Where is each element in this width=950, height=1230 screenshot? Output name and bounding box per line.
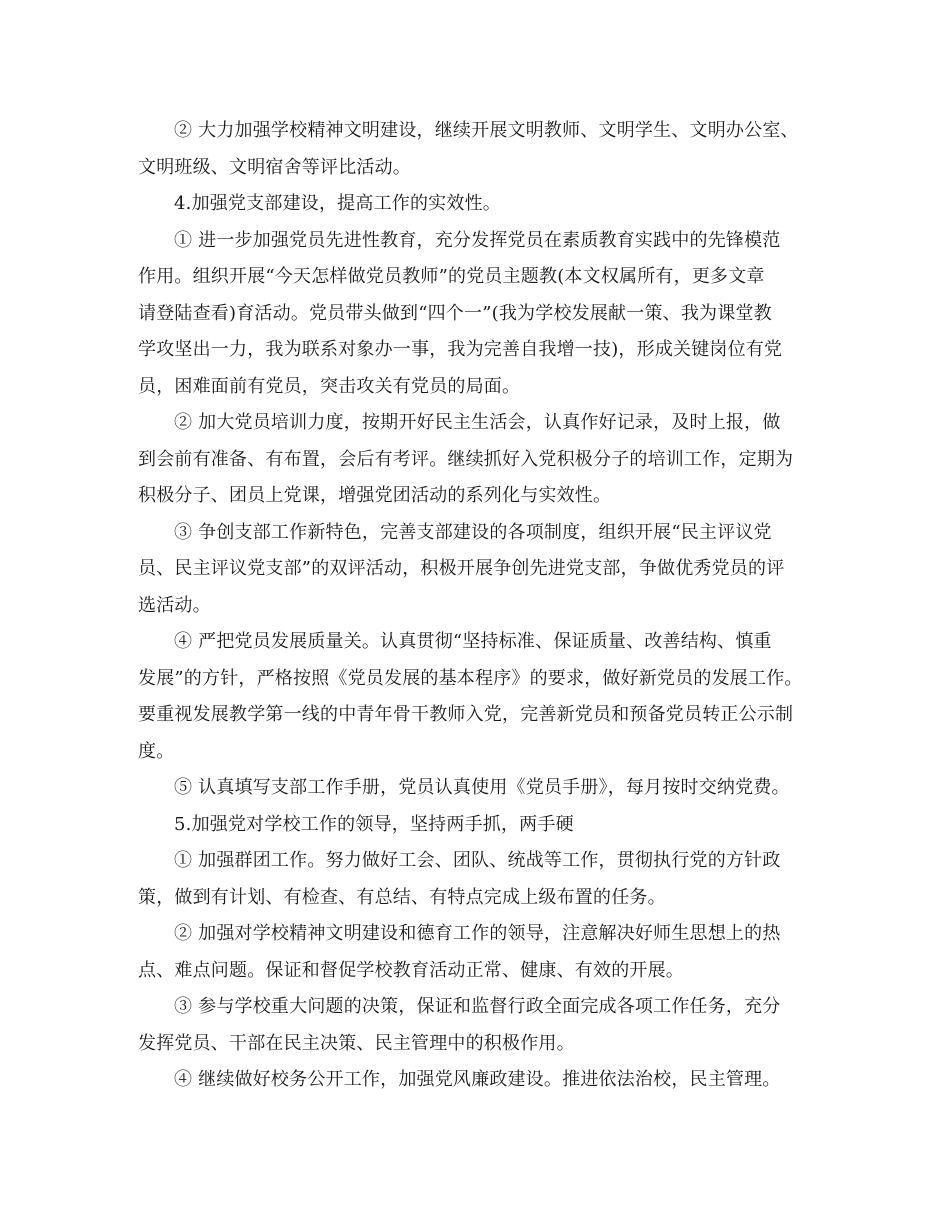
text-line: ① 进一步加强党员先进性教育，充分发挥党员在素质教育实践中的先锋模范	[174, 229, 781, 251]
text-line: 学攻坚出一力，我为联系对象办一事，我为完善自我增一技)，形成关键岗位有党	[138, 339, 783, 360]
text-line: 选活动。	[138, 594, 211, 616]
text-line: 发展”的方针，严格按照《党员发展的基本程序》的要求，做好新党员的发展工作。	[138, 667, 803, 689]
text-line: 文明班级、文明宿舍等评比活动。	[138, 156, 411, 178]
text-line: ② 加强对学校精神文明建设和德育工作的领导，注意解决好师生思想上的热	[174, 923, 781, 944]
text-line: 积极分子、团员上党课，增强党团活动的系列化与实效性。	[138, 485, 612, 506]
text-line: 发挥党员、干部在民主决策、民主管理中的积极作用。	[138, 1032, 575, 1054]
text-line: 请登陆查看)育活动。党员带头做到“四个一”(我为学校发展献一策、我为课堂教	[138, 302, 772, 324]
text-line: 5.加强党对学校工作的领导，坚持两手抓，两手硬	[174, 813, 574, 835]
text-line: 4.加强党支部建设，提高工作的实效性。	[174, 193, 501, 214]
text-line: 员、民主评议党支部”的双评活动，积极开展争创先进党支部，争做优秀党员的评	[138, 558, 785, 579]
text-line: ③ 参与学校重大问题的决策，保证和监督行政全面完成各项工作任务，充分	[174, 996, 781, 1017]
text-line: 员，困难面前有党员，突击攻关有党员的局面。	[138, 375, 521, 397]
text-line: 点、难点问题。保证和督促学校教育活动正常、健康、有效的开展。	[138, 959, 684, 981]
text-line: 策，做到有计划、有检查、有总结、有特点完成上级布置的任务。	[138, 886, 666, 908]
text-line: ① 加强群团工作。努力做好工会、团队、统战等工作，贯彻执行党的方针政	[174, 850, 781, 871]
text-line: 度。	[138, 740, 175, 762]
text-line: 要重视发展教学第一线的中青年骨干教师入党，完善新党员和预备党员转正公示制	[138, 704, 794, 725]
text-line: ② 加大党员培训力度，按期开好民主生活会，认真作好记录，及时上报，做	[174, 412, 781, 433]
text-line: 作用。组织开展“今天怎样做党员教师”的党员主题教(本文权属所有，更多文章	[138, 266, 765, 287]
text-line: ③ 争创支部工作新特色，完善支部建设的各项制度，组织开展“民主评议党	[174, 521, 772, 543]
text-line: ② 大力加强学校精神文明建设，继续开展文明教师、文明学生、文明办公室、	[174, 120, 799, 141]
document-page	[138, 113, 828, 1099]
text-line: ⑤ 认真填写支部工作手册，党员认真使用《党员手册》，每月按时交纳党费。	[174, 777, 790, 798]
text-line: ④ 继续做好校务公开工作，加强党风廉政建设。推进依法治校，民主管理。	[174, 1069, 781, 1090]
text-line: ④ 严把党员发展质量关。认真贯彻“坚持标准、保证质量、改善结构、慎重	[174, 631, 772, 652]
text-line: 到会前有准备、有布置，会后有考评。继续抓好入党积极分子的培训工作，定期为	[138, 448, 794, 470]
